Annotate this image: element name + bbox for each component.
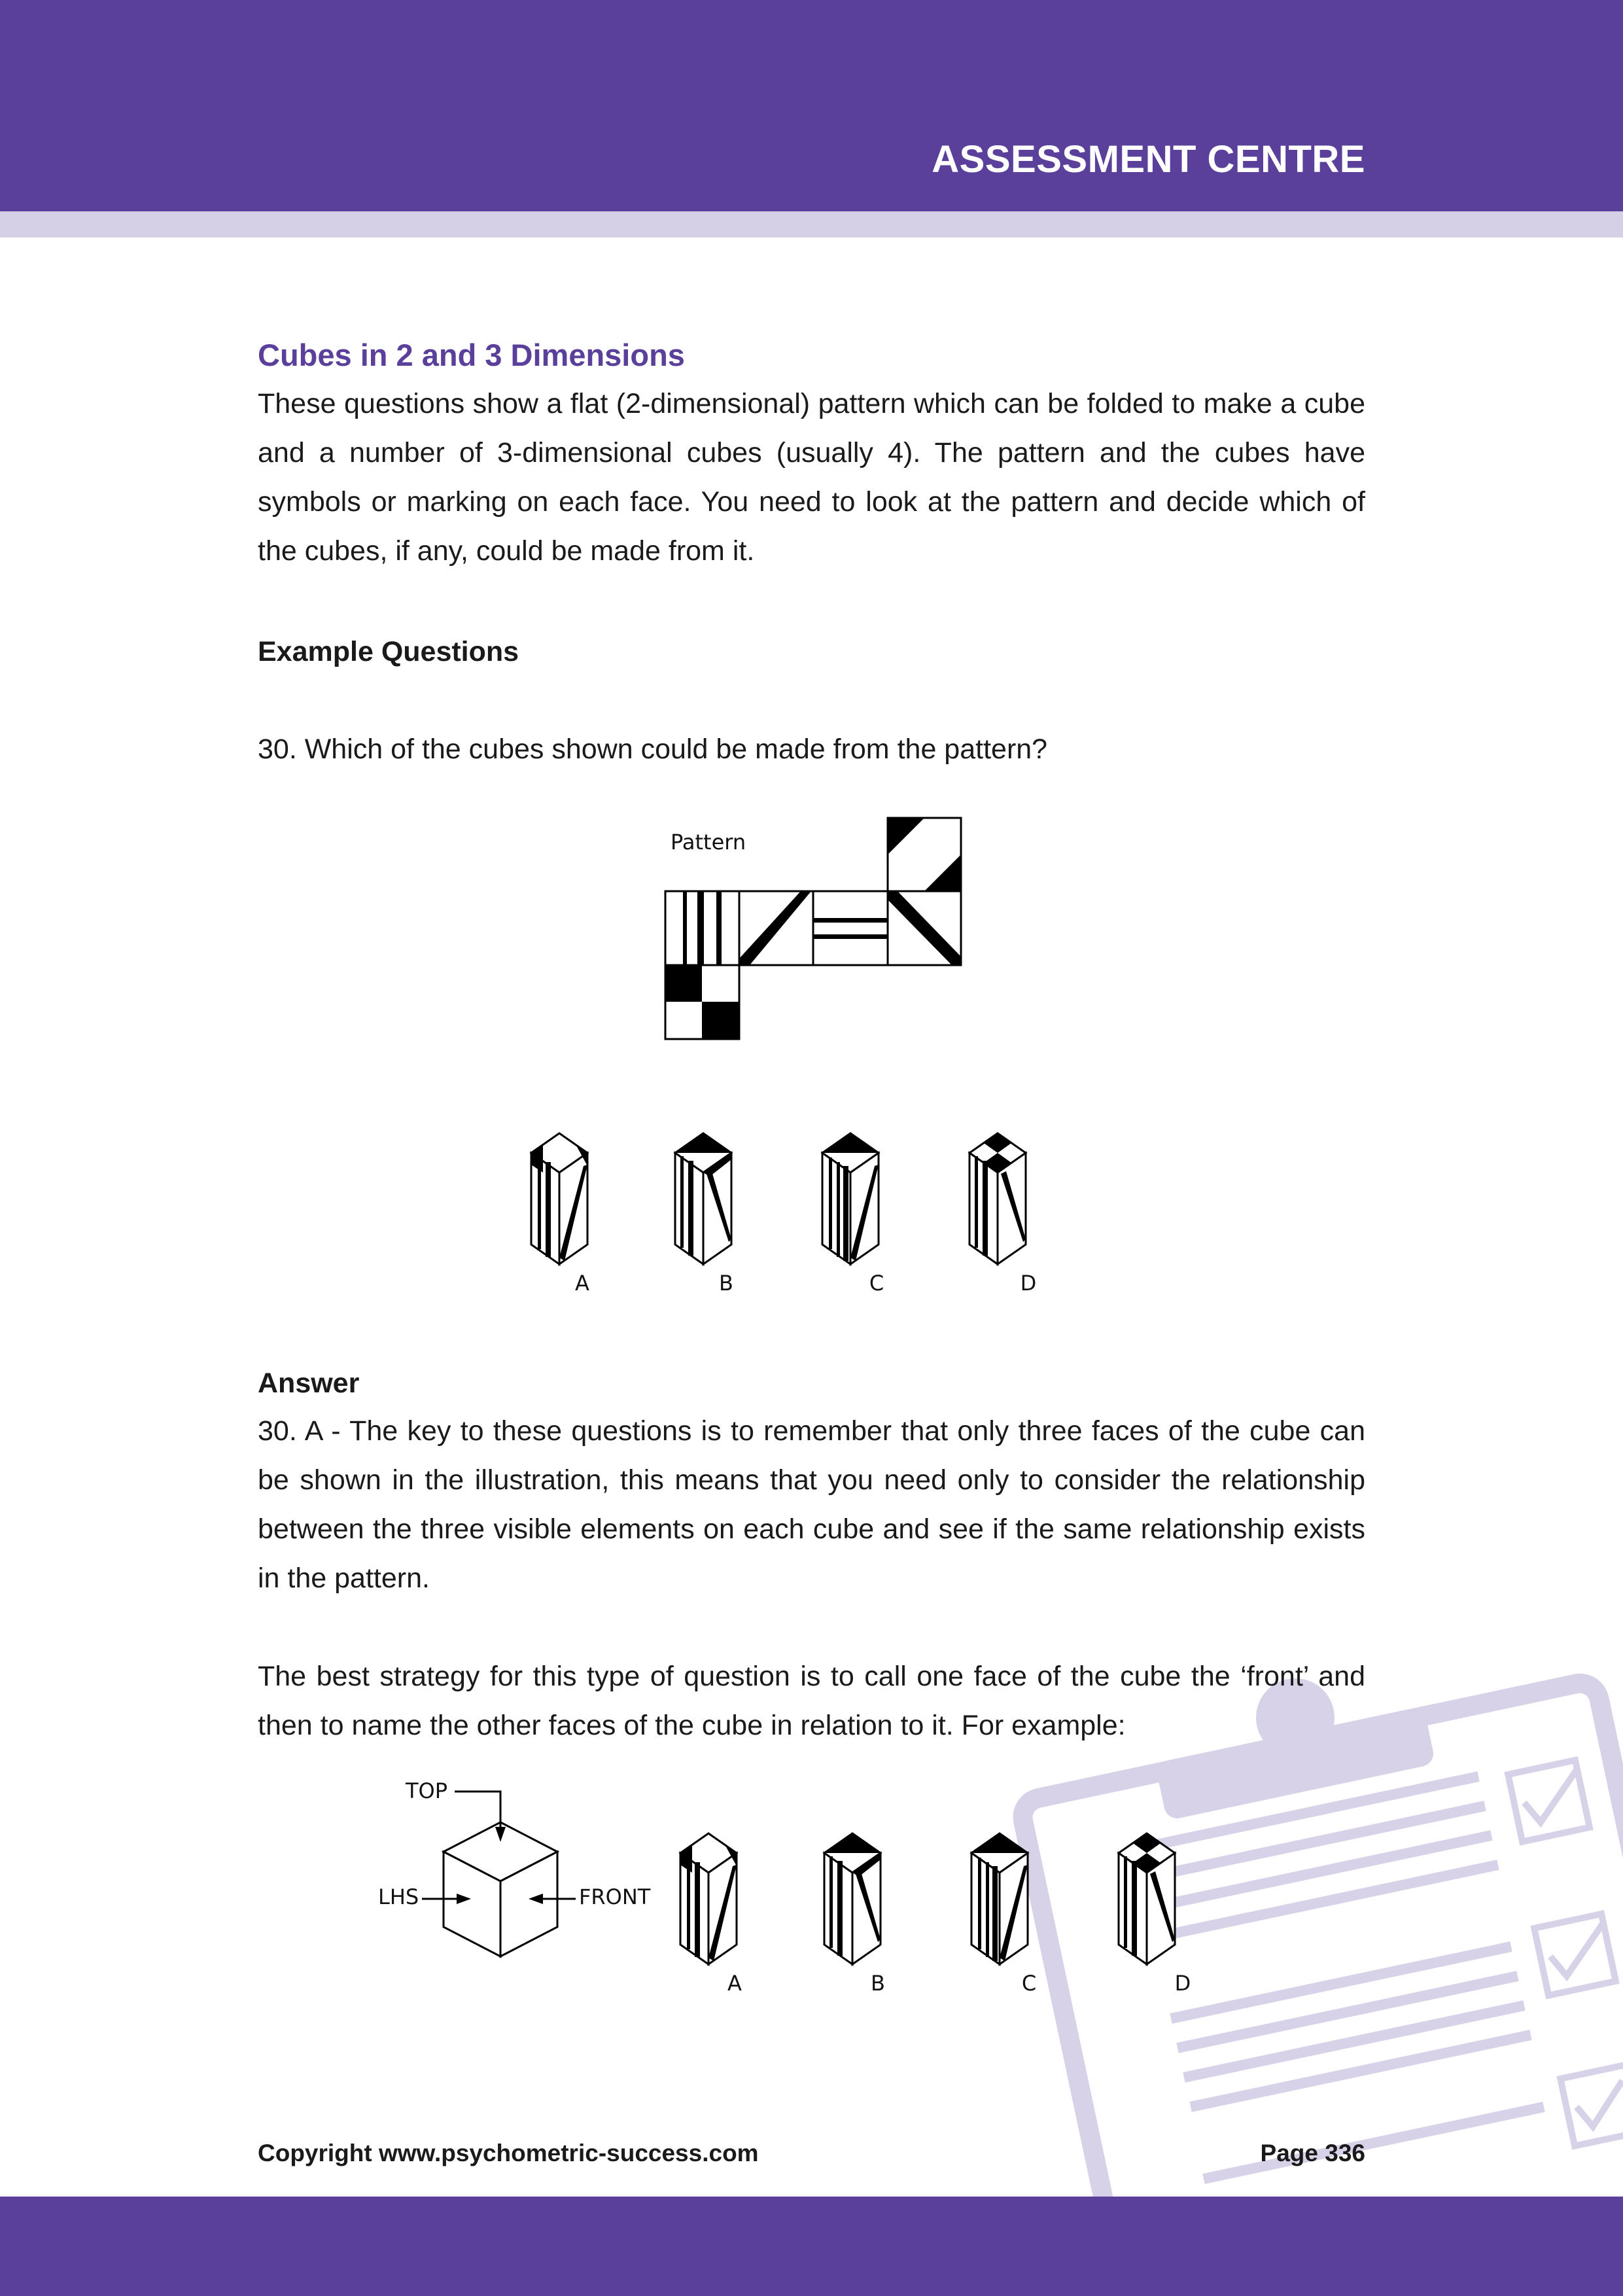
pattern-label: Pattern	[671, 830, 746, 855]
orientation-diagram	[373, 1773, 661, 1969]
diagram-label-lhs: LHS	[378, 1884, 419, 1909]
intro-paragraph: These questions show a flat (2-dimensional) pattern which can be folded to make a cube and a number of 3-dimensional cubes (usually 4). The pattern and the cubes have symbols or marking on each face. You need to look at the pattern and decide which of the cubes, if any, could be made from it.	[258, 388, 1365, 567]
pattern-net-figure	[654, 811, 975, 1047]
cube2-label-a: A	[727, 1971, 742, 1996]
strategy-paragraph: The best strategy for this type of question is to call one face of the cube the ‘front’ and then to name the other faces of the cube in relation to it. For example:	[258, 1661, 1365, 1741]
cube2-label-b: B	[871, 1971, 885, 1996]
cube-options-figure	[520, 1119, 1096, 1296]
footer-copyright: Copyright www.psychometric-success.com	[258, 2140, 759, 2166]
cube-label-d: D	[1020, 1271, 1037, 1296]
cube-c-2	[971, 1833, 1028, 1964]
section-title: Cubes in 2 and 3 Dimensions	[258, 338, 685, 372]
cube-d	[969, 1133, 1026, 1264]
diagram-label-front: FRONT	[579, 1884, 651, 1909]
cube2-label-c: C	[1021, 1971, 1037, 1996]
cube-a-2	[680, 1833, 737, 1964]
header-stripe	[0, 211, 1623, 238]
header-title: ASSESSMENT CENTRE	[932, 138, 1365, 181]
cube-b-2	[824, 1833, 881, 1964]
footer-band	[0, 2197, 1623, 2296]
cube-options-figure-2	[674, 1819, 1249, 1996]
cube-d-2	[1119, 1833, 1175, 1964]
cube-label-c: C	[869, 1271, 884, 1296]
cube-c	[822, 1133, 879, 1264]
diagram-label-top: TOP	[406, 1778, 448, 1803]
footer-page-number: Page 336	[1260, 2140, 1365, 2166]
header-band	[0, 0, 1623, 211]
answer-heading: Answer	[258, 1368, 360, 1399]
cube-label-a: A	[575, 1271, 589, 1296]
cube-b	[675, 1133, 731, 1264]
cube2-label-d: D	[1174, 1971, 1191, 1996]
examples-heading: Example Questions	[258, 636, 519, 667]
answer-paragraph: 30. A - The key to these questions is to remember that only three faces of the cube can be shown in the illustration, this means that you need only to consider the relationship between the three visible elements on each cube and see if the same relationship exists in the pattern.	[258, 1415, 1365, 1594]
cube-label-b: B	[719, 1271, 733, 1296]
question-text: 30. Which of the cubes shown could be made from the pattern?	[258, 733, 1048, 765]
cube-a	[531, 1133, 587, 1264]
